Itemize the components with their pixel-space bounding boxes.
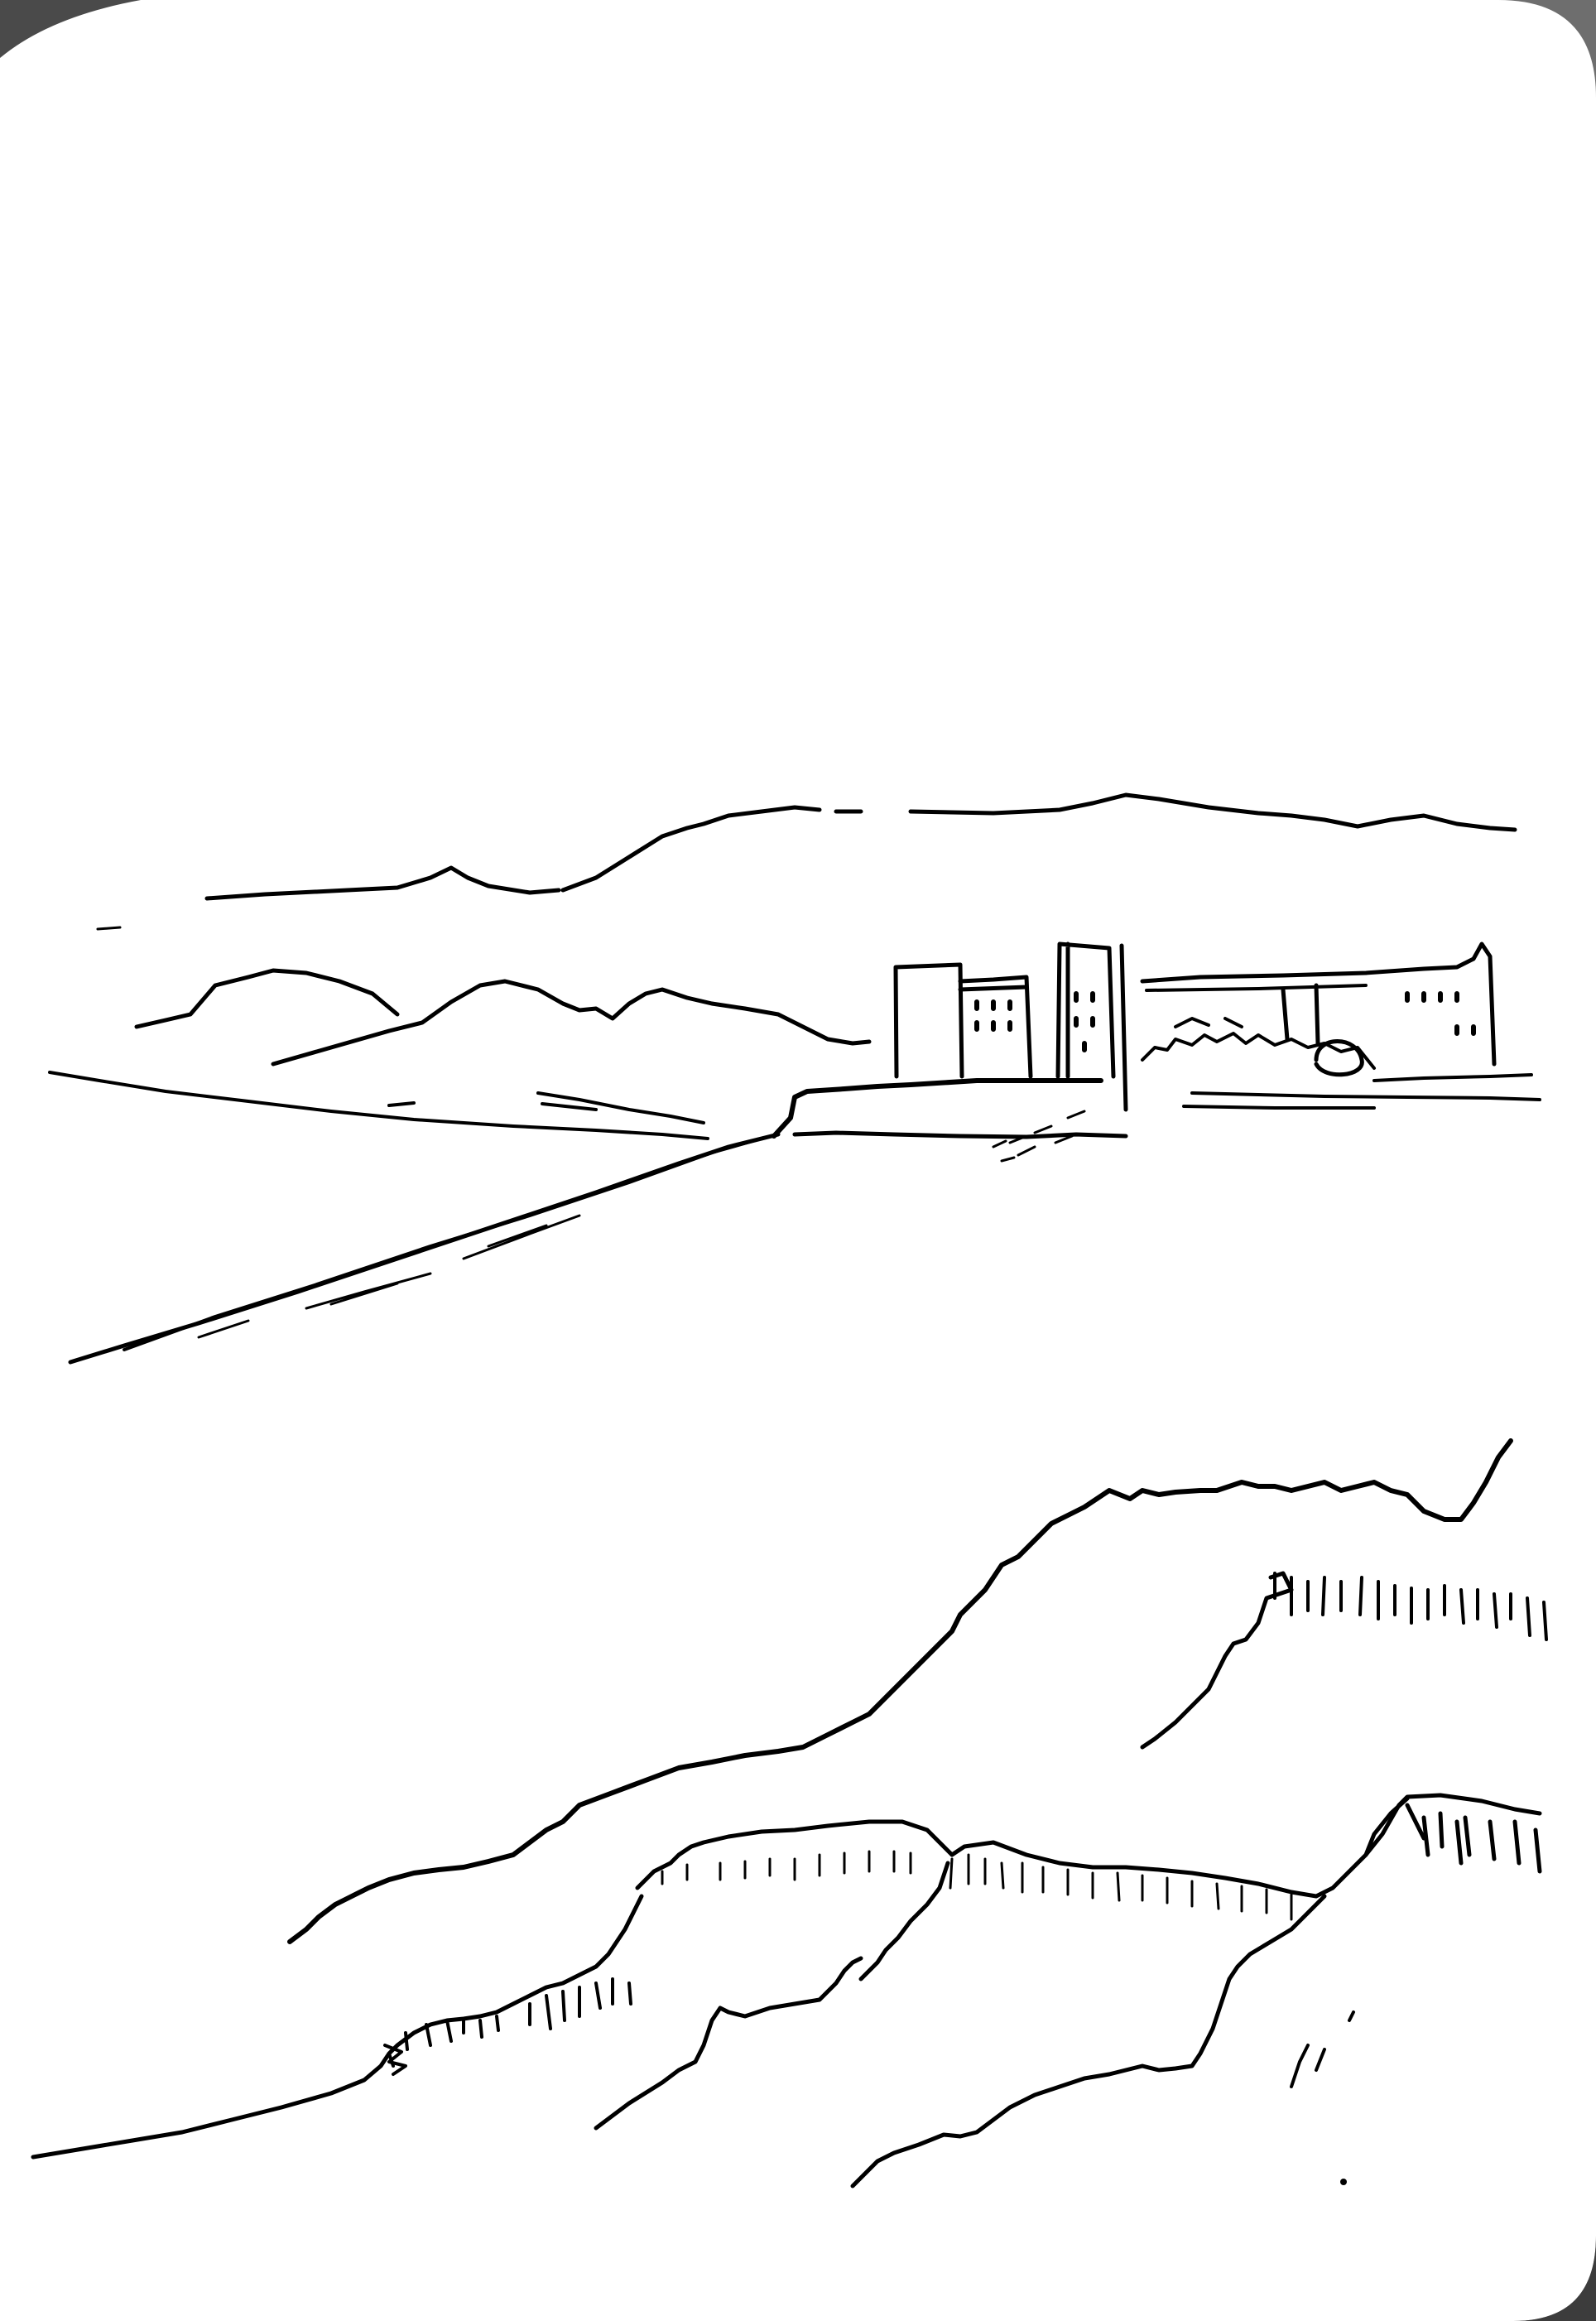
- horizon-dash: [98, 927, 120, 929]
- ink-dot: [1340, 2179, 1347, 2185]
